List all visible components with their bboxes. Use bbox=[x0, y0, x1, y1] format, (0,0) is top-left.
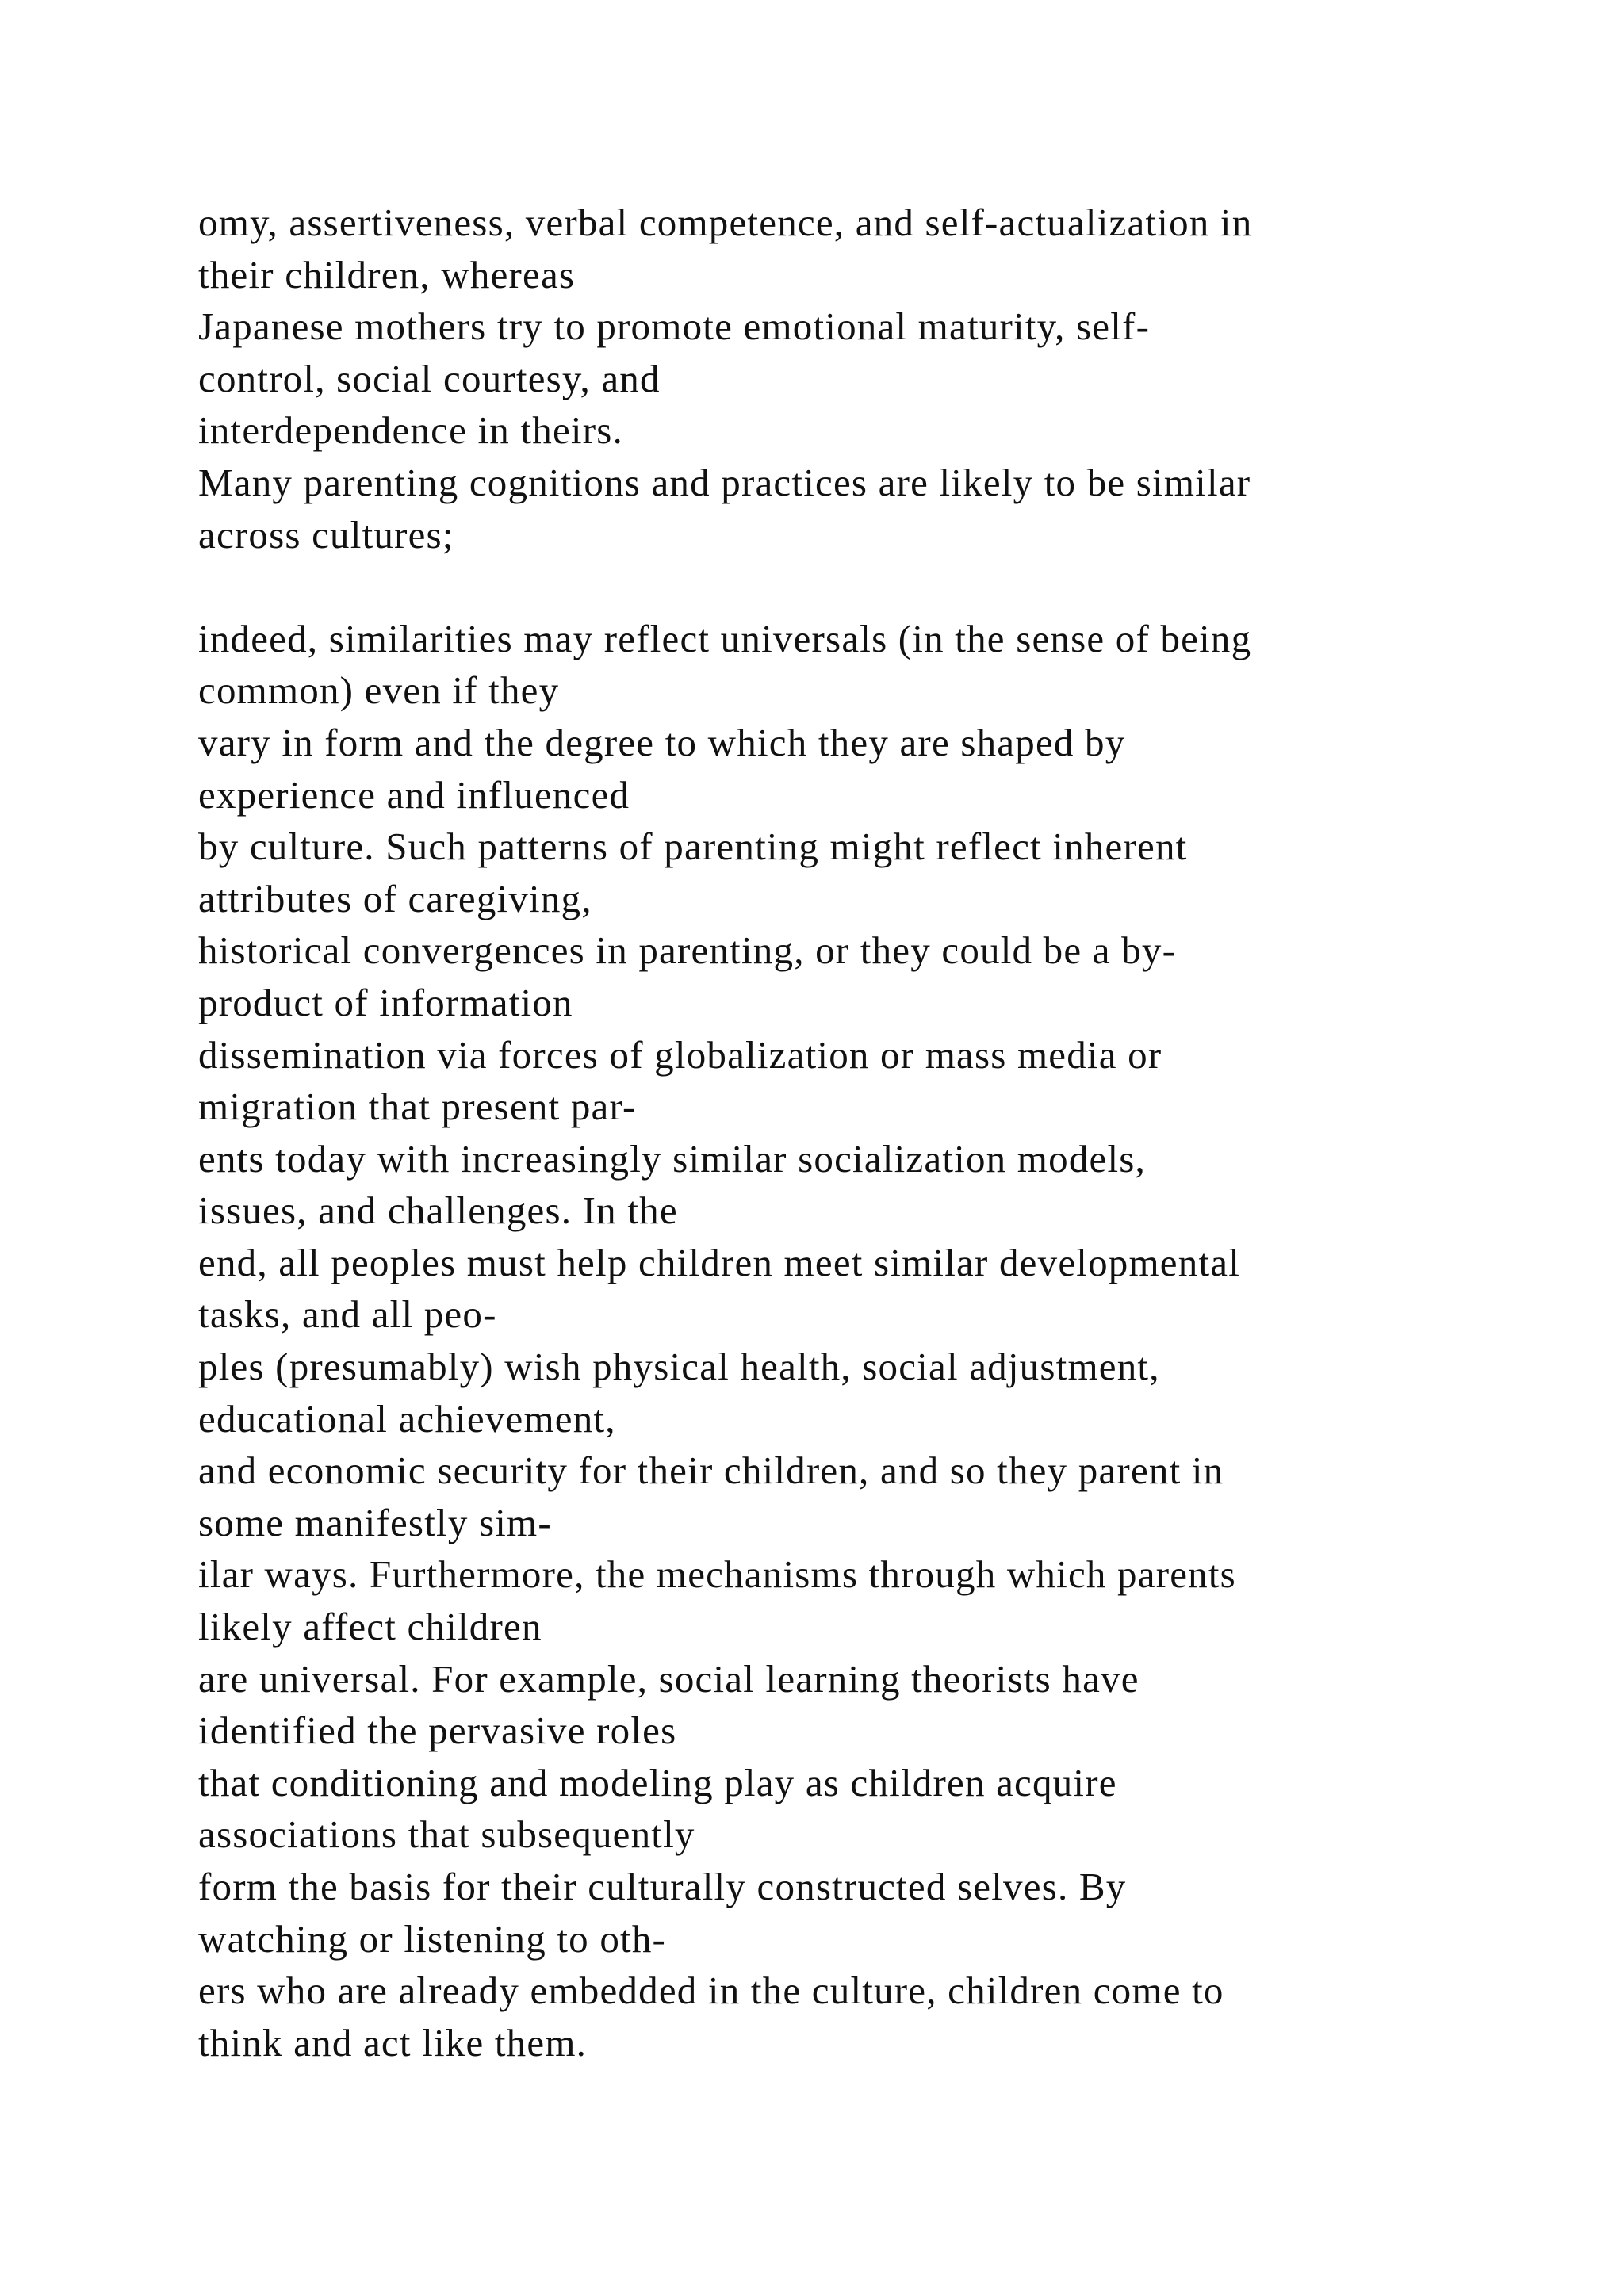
text-line: indeed, similarities may reflect universals (in the sense of being bbox=[198, 616, 1252, 660]
text-line: and economic security for their children, and so they parent in bbox=[198, 1448, 1224, 1493]
text-line: associations that subsequently bbox=[198, 1812, 695, 1857]
text-line: vary in form and the degree to which they are shaped by bbox=[198, 720, 1126, 764]
text-line: some manifestly sim- bbox=[198, 1500, 552, 1544]
text-line: tasks, and all peo- bbox=[198, 1292, 497, 1337]
text-line: attributes of caregiving, bbox=[198, 876, 592, 920]
text-line: control, social courtesy, and bbox=[198, 356, 661, 400]
text-line: ents today with increasingly similar socialization models, bbox=[198, 1136, 1146, 1181]
text-line: ers who are already embedded in the culture, children come to bbox=[198, 1969, 1224, 2013]
text-line: educational achievement, bbox=[198, 1396, 616, 1441]
text-line: across cultures; bbox=[198, 512, 454, 557]
text-line: form the basis for their culturally constructed selves. By bbox=[198, 1865, 1127, 1908]
text-line: experience and influenced bbox=[198, 772, 630, 817]
blank-line bbox=[198, 561, 1594, 613]
text-line: their children, whereas bbox=[198, 252, 576, 297]
text-line: Many parenting cognitions and practices are likely to be similar bbox=[198, 460, 1251, 504]
text-line: product of information bbox=[198, 980, 573, 1024]
text-line: migration that present par- bbox=[198, 1085, 637, 1129]
text-line: common) even if they bbox=[198, 668, 560, 713]
text-line: by culture. Such patterns of parenting might reflect inherent bbox=[198, 825, 1188, 869]
text-line: think and act like them. bbox=[198, 2020, 588, 2064]
text-line: that conditioning and modeling play as children acquire bbox=[198, 1760, 1117, 1804]
text-line: issues, and challenges. In the bbox=[198, 1188, 678, 1233]
body-text bbox=[198, 197, 1594, 2068]
text-line: end, all peoples must help children meet similar developmental bbox=[198, 1240, 1241, 1284]
text-line: omy, assertiveness, verbal competence, and self-actualization in bbox=[198, 201, 1253, 244]
text-line: likely affect children bbox=[198, 1605, 542, 1649]
text-line: ilar ways. Furthermore, the mechanisms through which parents bbox=[198, 1552, 1236, 1597]
text-line: are universal. For example, social learning theorists have bbox=[198, 1656, 1139, 1701]
text-line: ples (presumably) wish physical health, social adjustment, bbox=[198, 1345, 1160, 1389]
text-line: dissemination via forces of globalization or mass media or bbox=[198, 1032, 1162, 1077]
text-line: interdependence in theirs. bbox=[198, 408, 623, 453]
text-line: watching or listening to oth- bbox=[198, 1916, 667, 1961]
text-line: historical convergences in parenting, or they could be a by- bbox=[198, 928, 1177, 973]
text-line: Japanese mothers try to promote emotional maturity, self- bbox=[198, 304, 1151, 349]
text-line: identified the pervasive roles bbox=[198, 1709, 677, 1753]
